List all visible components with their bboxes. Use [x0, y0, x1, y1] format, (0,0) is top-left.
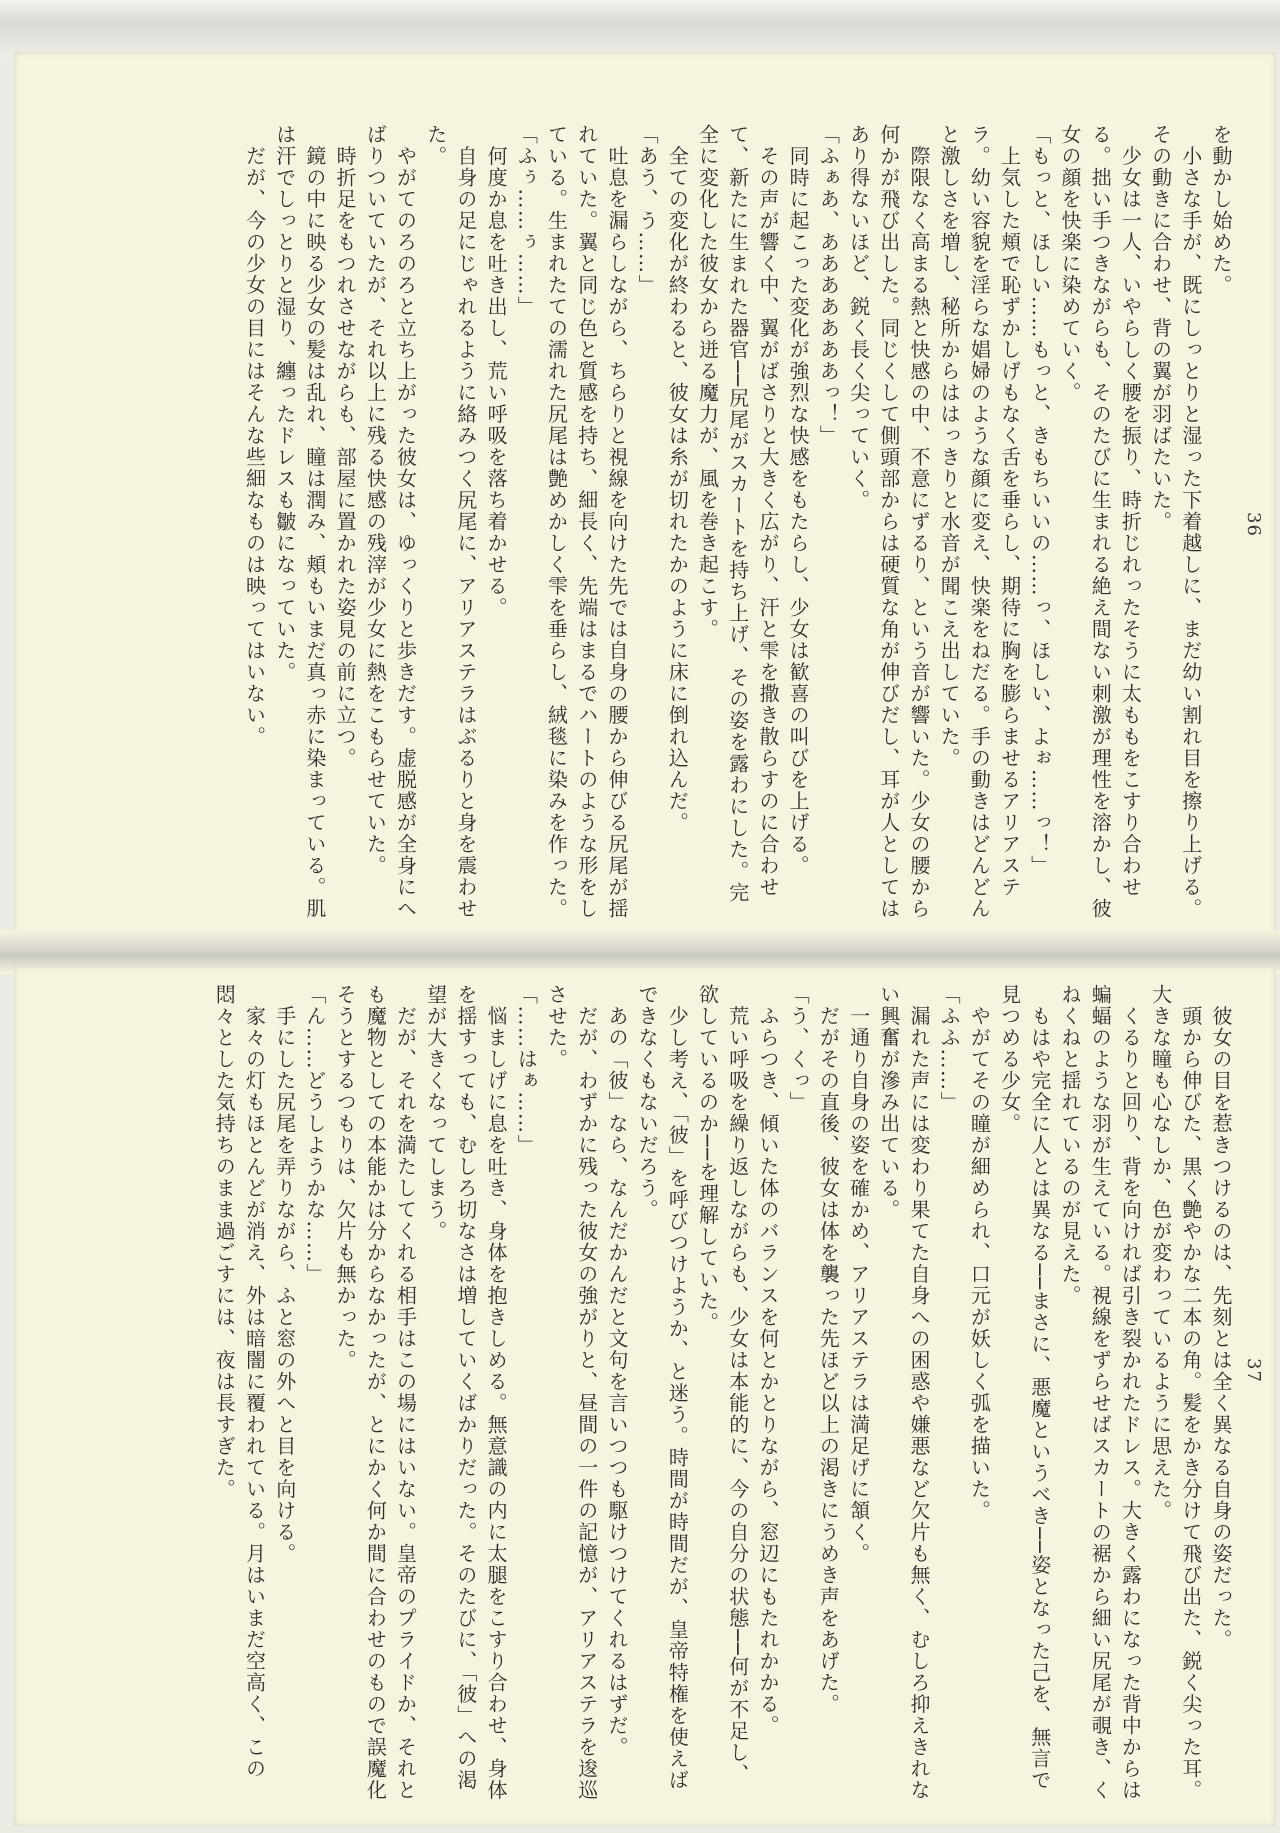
text-line: くるりと回り、背を向ければ引き裂かれたドレス。大きく露わになった背中からは蝙蝠のような羽が生えている。視線をずらせばスカートの裾から細い尻尾が覗き、くねくねと揺れているのが見えた。: [1057, 984, 1143, 1801]
text-line: 全ての変化が終わると、彼女は糸が切れたかのように床に倒れ込んだ。: [665, 124, 690, 834]
text-line: だがその直後、彼女は体を襲った先ほど以上の渇きにうめき声をあげた。: [816, 984, 841, 1715]
text-line: 漏れた声には変わり果てた自身への困惑や嫌悪など欠片も無く、むしろ抑えきれない興奮が滲み出ている。: [876, 984, 931, 1801]
text-line: 家々の灯もほとんどが消え、外は暗闇に覆われている。月はいまだ空高く、この悶々とした気持ちのまま過ごすには、夜は長すぎた。: [212, 984, 267, 1780]
book-top-edge: [0, 0, 1280, 58]
text-line: 頭から伸びた、黒く艶やかな二本の角。髪をかき分けて飛び出た、鋭く尖った耳。大きな瞳も心なしか、色が変わっているように思えた。: [1148, 984, 1203, 1801]
page-number-36: 36: [1243, 512, 1264, 537]
page-number-37: 37: [1243, 1358, 1264, 1383]
text-line: 「う、くっ」: [786, 984, 811, 1113]
text-line: 荒い呼吸を繰り返しながらも、少女は本能的に、今の自分の状態──何が不足し、欲しているのか──を理解していた。: [695, 984, 750, 1786]
text-line: あの「彼」なら、なんだかんだと文句を言いつつも駆けつけてくれるはずだ。: [604, 984, 629, 1758]
text-line: 自身の足にじゃれるように絡みつく尻尾に、アリアステラはぶるりと身を震わせた。: [423, 124, 478, 920]
text-line: 「……はぁ……」: [514, 984, 539, 1156]
text-line: 少し考え、「彼」を呼びつけようか、と迷う。時間が時間だが、皇帝特権を使えばできなくもないだろう。: [635, 984, 690, 1791]
text-line: 小さな手が、既にしっとりと湿った下着越しに、まだ幼い割れ目を擦り上げる。その動きに合わせ、背の翼が羽ばたいた。: [1148, 124, 1203, 920]
text-line: 「ふぁあ、あああああああっ！」: [816, 124, 841, 447]
text-line: ふらつき、傾いた体のバランスを何とかとりながら、窓辺にもたれかかる。: [755, 984, 780, 1737]
text-line: その声が響く中、翼がばさりと大きく広がり、汗と雫を撒き散らすのに合わせて、新たに生まれた器官──尻尾がスカートを持ち上げ、その姿を露わにした。完全に変化した彼女から迸る魔力が、風を巻き起こす。: [695, 124, 780, 904]
text-line: 手にした尻尾を弄りながら、ふと窓の外へと目を向ける。: [272, 984, 297, 1565]
text-line: 「ふぅ……ぅ……」: [514, 124, 539, 318]
text-line: 少女は一人、いやらしく腰を振り、時折じれったそうに太ももをこすり合わせる。拙い手つきながらも、そのたびに生まれる絶え間ない刺激が理性を溶かし、彼女の顔を快楽に染めていく。: [1057, 124, 1143, 920]
text-line: 上気した頬で恥ずかしげもなく舌を垂らし、期待に胸を膨らませるアリアステラ。幼い容貌を淫らな娼婦のような顔に変え、快楽をねだる。手の動きはどんどんと激しさを増し、秘所からははっきりと水音が聞こえ出していた。: [937, 124, 1022, 920]
page-36-text: [76, 124, 1236, 920]
text-line: 悩ましげに息を吐き、身体を抱きしめる。無意識の内に太腿をこすり合わせ、身体を揺すっても、むしろ切なさは増していくばかりだった。そのたびに、「彼」への渇望が大きくなってしまう。: [423, 984, 509, 1801]
text-line: 「あう、う……」: [635, 124, 660, 296]
page-37-text: [76, 984, 1236, 1804]
text-line: 際限なく高まる熱と快感の中、不意にずるり、という音が響いた。少女の腰から何かが飛び出した。同じくして側頭部からは硬質な角が伸びだし、耳が人としてはあり得ないほど、鋭く長く尖っていく。: [846, 124, 931, 920]
text-line: 何度か息を吐き出し、荒い呼吸を落ち着かせる。: [484, 124, 509, 619]
text-line: 同時に起こった変化が強烈な快感をもたらし、少女は歓喜の叫びを上げる。: [786, 124, 811, 877]
text-line: 一通り自身の姿を確かめ、アリアステラは満足げに頷く。: [846, 984, 871, 1565]
text-line: 「ん……どうしようかな……」: [302, 984, 327, 1285]
text-line: やがてのろのろと立ち上がった彼女は、ゆっくりと歩きだす。虚脱感が全身にへばりついていたが、それ以上に残る快感の残滓が少女に熱をこもらせていた。: [363, 124, 418, 920]
text-line: やがてその瞳が細められ、口元が妖しく弧を描いた。: [967, 984, 992, 1522]
text-line: 「ふふ……」: [937, 984, 962, 1113]
text-line: だが、今の少女の目にはそんな些細なものは映ってはいない。: [242, 124, 267, 748]
text-line: 彼女の目を惹きつけるのは、先刻とは全く異なる自身の姿だった。: [1209, 984, 1233, 1651]
text-line: 「もっと、ほしい……もっと、きもちいいの……っ、ほしい、よぉ……っ！」: [1027, 124, 1052, 877]
text-line: もはや完全に人とは異なる──まさに、悪魔というべき──姿となった己を、無言で見つめる少女。: [997, 984, 1052, 1791]
text-line: を動かし始めた。: [1209, 124, 1233, 296]
text-line: 時折足をもつれさせながらも、部屋に置かれた姿見の前に立つ。: [333, 124, 358, 769]
text-line: 吐息を漏らしながら、ちらりと視線を向けた先では自身の腰から伸びる尻尾が揺れていた。翼と同じ色と質感を持ち、細長く、先端はまるでハートのような形をしている。生まれたての濡れた尻尾は艶めかしく雫を垂らし、絨毯に染みを作った。: [544, 124, 629, 920]
text-line: だが、それを満たしてくれる相手はこの場にはいない。皇帝のプライドか、それとも魔物としての本能かは分からなかったが、とにかく何か間に合わせのもので誤魔化そうとするつもりは、欠片も無かった。: [333, 984, 418, 1801]
text-line: 鏡の中に映る少女の髪は乱れ、瞳は潤み、頬もいまだ真っ赤に染まっている。肌は汗でしっとりと湿り、纏ったドレスも皺になっていた。: [272, 124, 327, 920]
text-line: だが、わずかに残った彼女の強がりと、昼間の一件の記憶が、アリアステラを逡巡させた。: [544, 984, 599, 1801]
